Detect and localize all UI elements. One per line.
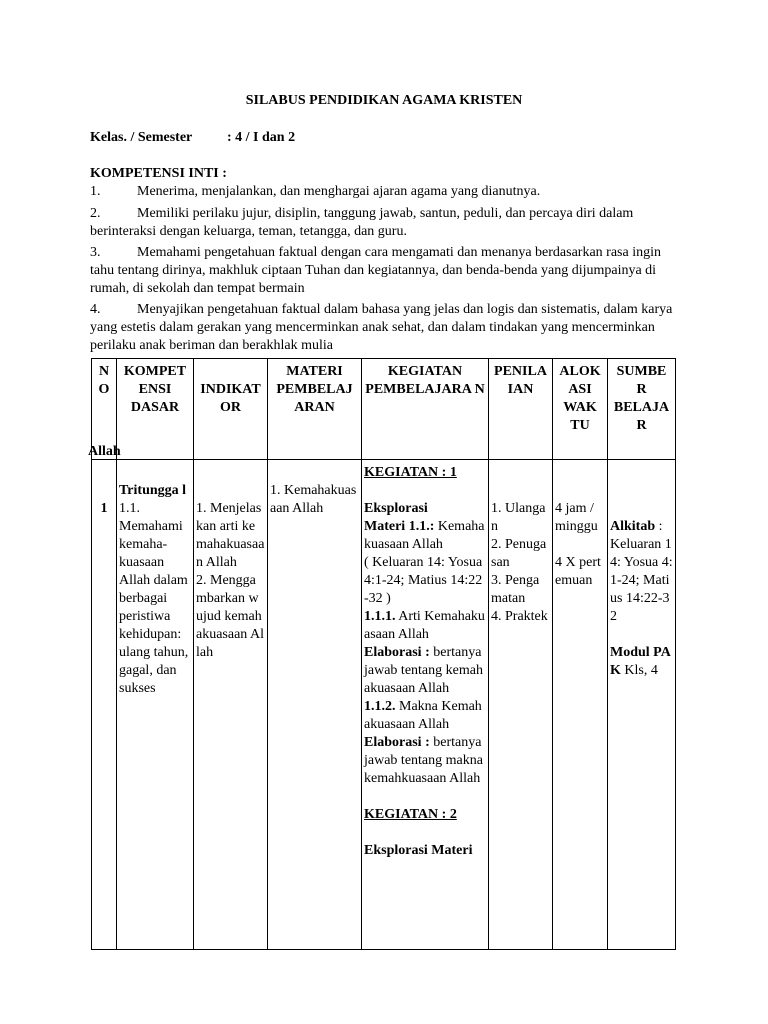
subtopic-label: 1.1.1. [364,609,396,624]
kegiatan-materi [364,518,486,554]
ki-item-text: Menyajikan pengetahuan faktual dalam bahasa yang jelas dan logis dan sistematis, dalam karya yang estetis dalam gerakan yang mencerminkan anak sehat, dan dalam tindakan yang mencerminkan perilaku anak beriman dan berakhlak mulia [90,302,673,353]
cell-kegiatan [362,460,489,950]
cell-materi [268,460,362,950]
ki-item-2 [90,205,680,241]
ki-item-4 [90,301,680,355]
kegiatan-reference: ( Keluaran 14: Yosua 4:1-24; Matius 14:22-32 ) [364,555,483,606]
elaborasi-text: bertanya jawab tentang makna kemahkuasaan Allah [364,735,483,786]
table-row [92,460,676,950]
ki-item-number: 4. [90,302,101,317]
subtopic-label: 1.1.2. [364,699,396,714]
kegiatan-subtopic-1 [364,608,486,644]
kegiatan-materi-label: Materi 1.1.: [364,519,435,534]
cell-penilaian [489,460,553,950]
elaborasi-label: Elaborasi : [364,735,430,750]
header-kompetensi-dasar: KOMPET ENSI DASAR [117,359,194,460]
elaborasi-label: Elaborasi : [364,645,430,660]
kegiatan-subtopic-2 [364,698,486,734]
ki-item-text: Memahami pengetahuan faktual dengan cara mengamati dan menanya berdasarkan rasa ingin tahu tentang dirinya, makhluk ciptaan Tuhan dan kegiatannya, dan benda-benda yang dijumpainya di rumah, di sekolah dan tempat bermain [90,245,661,296]
header-indikator: INDIKAT OR [194,359,268,460]
kegiatan-elaborasi-1 [364,644,486,698]
table-header-row [92,359,676,460]
kelas-value: : 4 / I dan 2 [227,130,296,145]
header-penilaian: PENILA IAN [489,359,553,460]
kompetensi-inti-heading: KOMPETENSI INTI : [90,166,227,181]
penilaian-item: 3. Pengamatan [491,573,540,606]
penilaian-item: 1. Ulangan [491,501,546,534]
kegiatan-materi-text: Kemahakuasaan Allah [364,519,485,552]
syllabus-table [91,358,676,950]
sumber-alkitab-text: : Keluaran 14: Yosua 4:1-24; Matius 14:22-32 [610,519,673,624]
sumber-modul-label: Modul PAK [610,645,671,678]
sumber-modul [610,644,673,680]
penilaian-item: 2. Penugasan [491,537,547,570]
header-materi: MATERI PEMBELAJ ARAN [268,359,362,460]
subtopic-text: Makna Kemahakuasaan Allah [364,699,482,732]
kelas-label: Kelas. / Semester [90,130,193,145]
kegiatan-eksplorasi-materi: Eksplorasi Materi [364,843,473,858]
cell-kompetensi-dasar [117,460,194,950]
header-kegiatan: KEGIATAN PEMBELAJARA N [362,359,489,460]
kd-title: Tritungga l [119,483,187,498]
ki-item-text: Memiliki perilaku jujur, disiplin, tanggung jawab, santun, peduli, dan percaya diri dalam berinteraksi dengan keluarga, teman, tetangga, dan guru. [90,206,634,239]
sumber-alkitab-label: Alkitab [610,519,656,534]
kelas-semester [90,130,296,146]
sumber-alkitab [610,518,673,626]
kegiatan-eksplorasi: Eksplorasi [364,501,428,516]
overflow-word: Allah [88,444,121,459]
alokasi-per-minggu: 4 jam / minggu [555,501,598,534]
subtopic-text: Arti Kemahakuasaan Allah [364,609,485,642]
materi-text: 1. Kemahakuasaan Allah [270,483,357,516]
elaborasi-text: bertanya jawab tentang kemahakuasaan Allah [364,645,483,696]
ki-item-3 [90,244,680,298]
header-sumber-belajar: SUMBE R BELAJA R [608,359,676,460]
kegiatan-elaborasi-2 [364,734,486,788]
kegiatan-2-title: KEGIATAN : 2 [364,807,457,822]
ki-item-1 [90,183,680,201]
kegiatan-1-title: KEGIATAN : 1 [364,465,457,480]
ki-item-number: 1. [90,184,101,199]
alokasi-pertemuan: 4 X pertemuan [555,555,601,588]
cell-alokasi-waktu [553,460,608,950]
header-no: N O [92,359,117,460]
cell-sumber-belajar [608,460,676,950]
page-title: SILABUS PENDIDIKAN AGAMA KRISTEN [245,93,523,108]
kd-text: 1.1. Memahami kemaha-kuasaan Allah dalam berbagai peristiwa kehidupan: ulang tahun, gagal, dan sukses [119,501,189,696]
cell-indikator [194,460,268,950]
indikator-item: 1. Menjelaskan arti kemahakuasaan Allah [196,501,265,570]
penilaian-item: 4. Praktek [491,609,548,624]
ki-item-text: Menerima, menjalankan, dan menghargai ajaran agama yang dianutnya. [137,184,541,199]
sumber-modul-text: Kls, 4 [620,663,658,678]
ki-item-number: 2. [90,206,101,221]
indikator-item: 2. Menggambarkan wujud kemahakuasaan Allah [196,573,265,660]
ki-item-number: 3. [90,245,101,260]
header-alokasi-waktu: ALOK ASI WAK TU [553,359,608,460]
row-number: 1 [92,460,117,950]
